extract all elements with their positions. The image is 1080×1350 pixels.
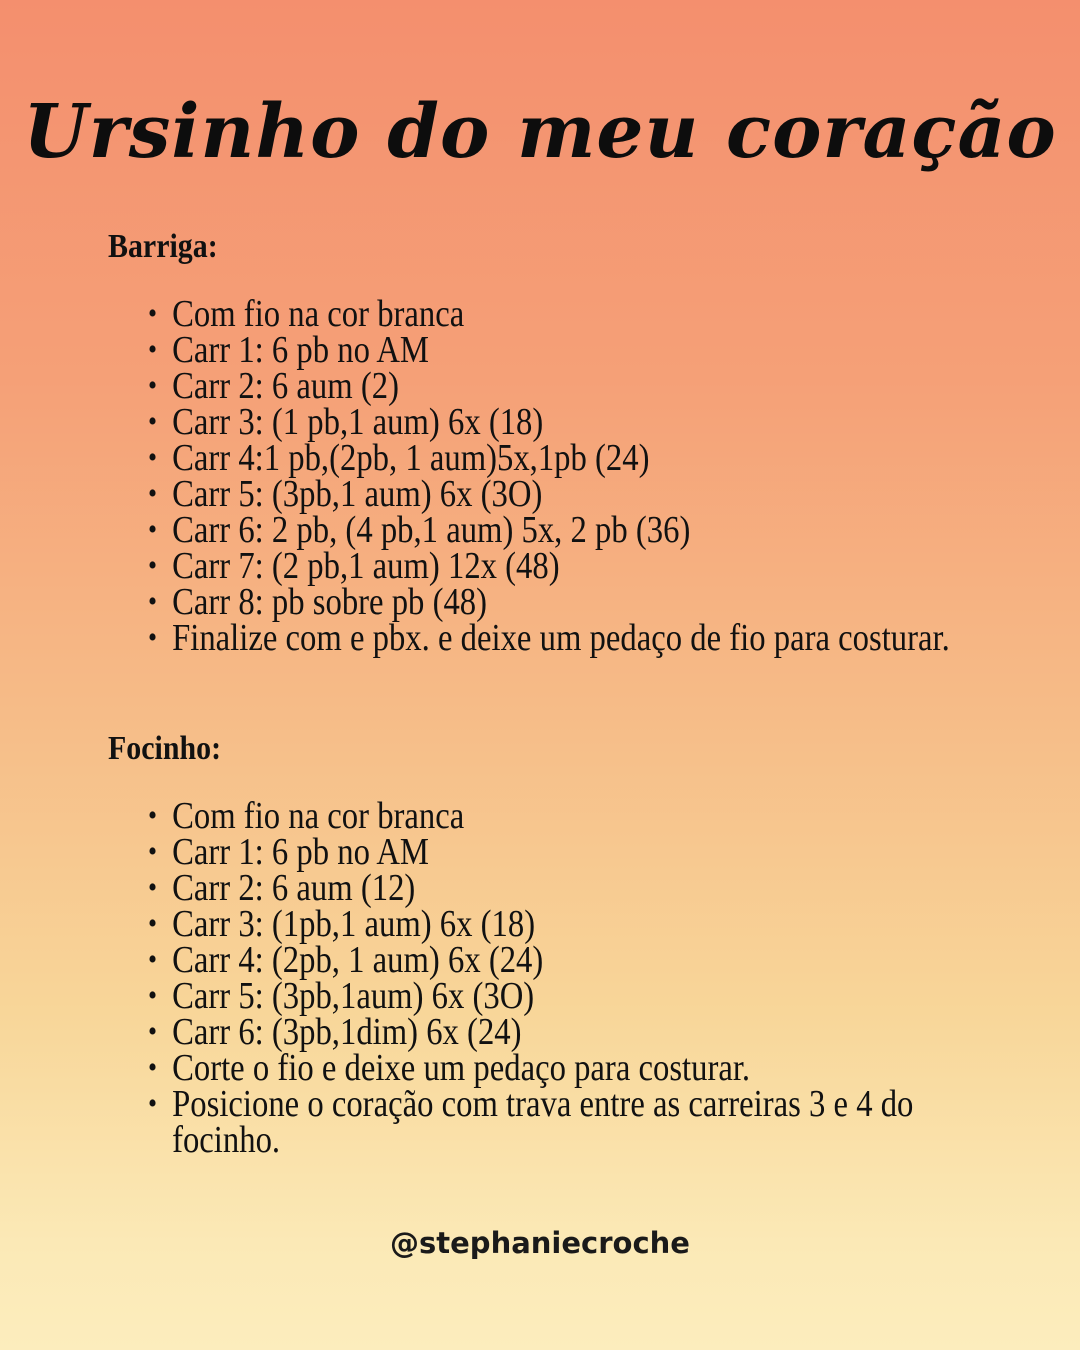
list-item: • Carr 1: 6 pb no AM (148, 834, 950, 870)
list-item: • Carr 8: pb sobre pb (48) (148, 584, 950, 620)
list-item: • Carr 1: 6 pb no AM (148, 332, 950, 368)
list-item: • Carr 5: (3pb,1 aum) 6x (3O) (148, 476, 950, 512)
list-item: • Finalize com e pbx. e deixe um pedaço de fio para costurar. (148, 620, 950, 656)
list-item: • Com fio na cor branca (148, 296, 950, 332)
list-item: • Carr 2: 6 aum (2) (148, 368, 950, 404)
list-item: • Corte o fio e deixe um pedaço para costurar. (148, 1050, 950, 1086)
instruction-list-barriga (148, 293, 1048, 659)
social-handle: @stephaniecroche (390, 1226, 690, 1260)
instruction-list-focinho (148, 795, 1048, 1161)
list-item: • Carr 5: (3pb,1aum) 6x (3O) (148, 978, 950, 1014)
list-item: • Posicione o coração com trava entre as carreiras 3 e 4 do focinho. (148, 1086, 950, 1158)
list-item: • Carr 4: (2pb, 1 aum) 6x (24) (148, 942, 950, 978)
list-item: • Carr 6: (3pb,1dim) 6x (24) (148, 1014, 950, 1050)
section-heading-focinho: Focinho: (108, 730, 222, 767)
list-item: • Carr 3: (1 pb,1 aum) 6x (18) (148, 404, 950, 440)
list-item: • Carr 3: (1pb,1 aum) 6x (18) (148, 906, 950, 942)
list-item: • Carr 7: (2 pb,1 aum) 12x (48) (148, 548, 950, 584)
section-heading-barriga: Barriga: (108, 228, 218, 265)
list-item: • Com fio na cor branca (148, 798, 950, 834)
list-item: • Carr 6: 2 pb, (4 pb,1 aum) 5x, 2 pb (36) (148, 512, 950, 548)
list-item: • Carr 4:1 pb,(2pb, 1 aum)5x,1pb (24) (148, 440, 950, 476)
page-title: Ursinho do meu coração (23, 89, 1057, 175)
list-item: • Carr 2: 6 aum (12) (148, 870, 950, 906)
